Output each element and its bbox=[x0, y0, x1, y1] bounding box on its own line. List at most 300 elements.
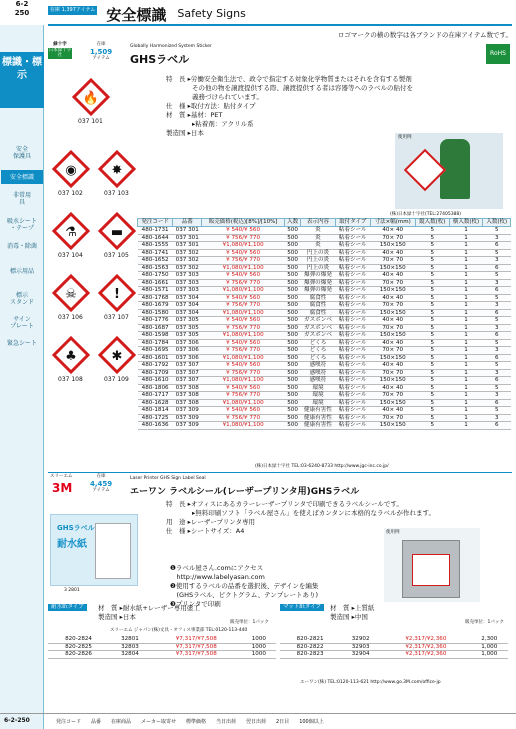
table-cell: どくろ bbox=[301, 347, 336, 355]
table-row[interactable] bbox=[138, 227, 511, 235]
table-cell: 腐食性 bbox=[301, 309, 336, 317]
table-row[interactable] bbox=[48, 651, 276, 659]
table-cell: 037 304 bbox=[173, 302, 202, 310]
sidebar-item[interactable]: 安全標識 bbox=[1, 170, 43, 184]
table-row[interactable] bbox=[138, 332, 511, 340]
maker-left: スリーエム ジャパン(株)文具・オフィス事業部 TEL:0120-113-440 bbox=[110, 628, 248, 633]
table-cell: 1 bbox=[449, 399, 483, 407]
table-cell: どくろ bbox=[301, 339, 336, 347]
table-cell: 5 bbox=[415, 384, 449, 392]
legend-item: 標準価格 bbox=[185, 719, 206, 725]
pictogram-code: 037 109 bbox=[104, 376, 129, 383]
table-cell: 037 304 bbox=[173, 294, 202, 302]
table-row[interactable] bbox=[138, 414, 511, 422]
table-cell: 037 303 bbox=[173, 272, 202, 280]
svg-text:🔥: 🔥 bbox=[82, 91, 100, 106]
table-cell: 粘着シール bbox=[335, 422, 370, 430]
column-header: 縦入数(枚) bbox=[415, 219, 449, 227]
table-row[interactable] bbox=[138, 272, 511, 280]
table-cell: 粘着シール bbox=[335, 309, 370, 317]
table-cell: 1 bbox=[449, 347, 483, 355]
table-cell: 1 bbox=[449, 384, 483, 392]
table-row[interactable] bbox=[138, 294, 511, 302]
stock-count: 在庫 1,509 アイテム bbox=[90, 42, 113, 61]
sidebar-item[interactable]: 消毒・除菌 bbox=[6, 243, 37, 250]
rohs-badge: RoHS bbox=[486, 44, 510, 64]
table-cell: 1000 bbox=[242, 636, 276, 643]
table-cell: 5 bbox=[483, 362, 511, 370]
product-code: 3 2801 bbox=[64, 588, 80, 593]
table-cell: 480-1580 bbox=[138, 309, 173, 317]
table-cell: 32904 bbox=[340, 651, 381, 659]
table-cell: 150×150 bbox=[370, 242, 415, 250]
table-row[interactable] bbox=[138, 264, 511, 272]
table-cell: ¥ 540/¥ 560 bbox=[202, 407, 285, 415]
pictogram-code: 037 101 bbox=[78, 118, 103, 125]
pictogram-code: 037 108 bbox=[58, 376, 83, 383]
table-row[interactable] bbox=[138, 324, 511, 332]
sidebar-item[interactable]: 標示 スタンド bbox=[9, 292, 34, 306]
table-cell: 40× 40 bbox=[370, 407, 415, 415]
pictogram-code: 037 103 bbox=[104, 190, 129, 197]
table-cell: 480-1741 bbox=[138, 249, 173, 257]
table-cell: 500 bbox=[284, 384, 300, 392]
table-cell: 粘着シール bbox=[335, 302, 370, 310]
column-header: 品番 bbox=[173, 219, 202, 227]
table-cell: 5 bbox=[483, 407, 511, 415]
svg-text:✸: ✸ bbox=[111, 163, 123, 178]
table-row[interactable] bbox=[138, 377, 511, 385]
table-row[interactable] bbox=[138, 354, 511, 362]
table-cell: ¥1,080/¥1,100 bbox=[202, 287, 285, 295]
table-cell: 480-1679 bbox=[138, 302, 173, 310]
table-cell: 500 bbox=[284, 279, 300, 287]
table-cell: 32804 bbox=[109, 651, 151, 659]
table-cell: 037 301 bbox=[173, 227, 202, 235]
ghs-pictogram-cylinder-icon bbox=[98, 212, 136, 250]
table-cell: 70× 70 bbox=[370, 392, 415, 400]
page-footer: 6-2-250 発注コード 品番 在庫商品 メーカー取寄せ 標準価格 当日出荷 翌日出荷 2日目 100個以上 bbox=[0, 713, 516, 729]
stock-badge: 在庫 1,397アイテム bbox=[50, 7, 96, 13]
table-row[interactable] bbox=[138, 279, 511, 287]
table-cell: 480-1601 bbox=[138, 354, 173, 362]
table-row[interactable] bbox=[138, 317, 511, 325]
table-cell: 粘着シール bbox=[335, 347, 370, 355]
table-cell: 820-2822 bbox=[280, 643, 340, 651]
table-cell: 480-1731 bbox=[138, 227, 173, 235]
table-cell: 40× 40 bbox=[370, 249, 415, 257]
table-cell: ¥7,317/¥7,508 bbox=[151, 643, 242, 651]
table-cell: 粘着シール bbox=[335, 234, 370, 242]
table-cell: 粘着シール bbox=[335, 354, 370, 362]
table-cell: 037 305 bbox=[173, 317, 202, 325]
header-note: ロゴマークの横の数字は各ブランドの在庫アイテム数です。 bbox=[337, 31, 512, 39]
table-cell: ¥2,317/¥2,360 bbox=[381, 643, 470, 651]
table-cell: 粘着シール bbox=[335, 227, 370, 235]
legend-item: 100個以上 bbox=[299, 719, 324, 725]
table-cell: 480-1695 bbox=[138, 347, 173, 355]
table-cell: 1 bbox=[449, 392, 483, 400]
table-footer: (株)日本緑十字社 TEL:03-6240-8733 http://www.jgc-inc.co.jp/ bbox=[255, 464, 389, 469]
table-cell: 3 bbox=[483, 302, 511, 310]
table-cell: 480-1571 bbox=[138, 287, 173, 295]
table-cell: 70× 70 bbox=[370, 257, 415, 265]
spec-right: 材 質 ▸上質紙 製造国 ▸中国 bbox=[330, 604, 375, 621]
table-cell: 炎 bbox=[301, 234, 336, 242]
howto-steps: ❶ラベル屋さん.comにアクセス http://www.labelyasan.com ❷使用するラベルの品番を選択後、デザインを編集 (GHSラベル、ピクトグラム、テンプレートあり) ❸プリンタで印刷 bbox=[170, 564, 319, 608]
table-cell: 5 bbox=[415, 287, 449, 295]
brand-logo: 緑十字 日本緑十字社 bbox=[48, 42, 72, 58]
table-cell: 480-1628 bbox=[138, 399, 173, 407]
table-cell: 粘着シール bbox=[335, 264, 370, 272]
table-row[interactable] bbox=[138, 422, 511, 430]
table-cell: 1 bbox=[449, 324, 483, 332]
table-row[interactable] bbox=[280, 643, 508, 651]
brand-logo-3m: 3M bbox=[52, 481, 73, 495]
table-cell: 70× 70 bbox=[370, 414, 415, 422]
table-cell: 500 bbox=[284, 339, 300, 347]
table-cell: 粘着シール bbox=[335, 249, 370, 257]
ghs-pictogram-health-icon bbox=[98, 336, 136, 374]
sidebar-item[interactable]: 吸水シート ・テープ bbox=[6, 218, 37, 232]
table-cell: 480-1555 bbox=[138, 242, 173, 250]
maker-note: (株)日本緑十字社(TEL:27405388) bbox=[390, 212, 462, 217]
type-band-right: マット紙タイプ bbox=[280, 604, 324, 611]
table-cell: ¥1,080/¥1,100 bbox=[202, 309, 285, 317]
table-cell: 1 bbox=[449, 227, 483, 235]
table-cell: 40× 40 bbox=[370, 339, 415, 347]
table-cell: 70× 70 bbox=[370, 302, 415, 310]
table-cell: 150×150 bbox=[370, 399, 415, 407]
table-cell: 5 bbox=[483, 339, 511, 347]
table-cell: ガスボンベ bbox=[301, 324, 336, 332]
table-cell: 6 bbox=[483, 287, 511, 295]
pictogram-code: 037 106 bbox=[58, 314, 83, 321]
table-cell: 5 bbox=[415, 272, 449, 280]
ghs-table bbox=[137, 218, 511, 430]
table-cell: 1 bbox=[449, 407, 483, 415]
table-cell: 5 bbox=[415, 264, 449, 272]
table-cell: 円上の炎 bbox=[301, 264, 336, 272]
table-cell: ¥ 540/¥ 560 bbox=[202, 339, 285, 347]
table-cell: ¥ 756/¥ 770 bbox=[202, 257, 285, 265]
table-cell: 粘着シール bbox=[335, 369, 370, 377]
table-cell: 500 bbox=[284, 324, 300, 332]
table-cell: 1,000 bbox=[471, 651, 508, 659]
table-cell: 40× 40 bbox=[370, 272, 415, 280]
sidebar-item[interactable]: サイン プレート bbox=[10, 316, 34, 330]
table-cell: 40× 40 bbox=[370, 294, 415, 302]
legend-item: 翌日出荷 bbox=[245, 719, 266, 725]
table-cell: 1 bbox=[449, 369, 483, 377]
table-cell: ¥1,080/¥1,100 bbox=[202, 242, 285, 250]
table-cell: 480-1610 bbox=[138, 377, 173, 385]
table-cell: 480-1652 bbox=[138, 257, 173, 265]
table-cell: 500 bbox=[284, 272, 300, 280]
table-cell: 粘着シール bbox=[335, 287, 370, 295]
order-table-right bbox=[280, 636, 508, 659]
table-cell: 1 bbox=[449, 249, 483, 257]
table-cell: 40× 40 bbox=[370, 227, 415, 235]
table-cell: 1 bbox=[449, 234, 483, 242]
column-header: 寸法×幅(mm) bbox=[370, 219, 415, 227]
table-row[interactable] bbox=[138, 384, 511, 392]
column-header: 発注コード bbox=[138, 219, 173, 227]
section-subtitle: Globally Harmonized System Sticker bbox=[130, 44, 212, 49]
table-row[interactable] bbox=[138, 362, 511, 370]
table-cell: 5 bbox=[415, 294, 449, 302]
table-cell: 820-2825 bbox=[48, 643, 109, 651]
table-cell: 1 bbox=[449, 294, 483, 302]
table-cell: 5 bbox=[415, 392, 449, 400]
table-row[interactable] bbox=[138, 369, 511, 377]
table-row[interactable] bbox=[48, 636, 276, 643]
column-header: 入数 bbox=[284, 219, 300, 227]
table-cell: 6 bbox=[483, 354, 511, 362]
table-row[interactable] bbox=[48, 643, 276, 651]
table-cell: 037 308 bbox=[173, 392, 202, 400]
table-cell: 480-1776 bbox=[138, 317, 173, 325]
table-cell: 健康有害性 bbox=[301, 407, 336, 415]
table-cell: 500 bbox=[284, 234, 300, 242]
table-cell: ¥1,080/¥1,100 bbox=[202, 264, 285, 272]
table-cell: 環境 bbox=[301, 399, 336, 407]
table-cell: 037 303 bbox=[173, 279, 202, 287]
table-cell: 1 bbox=[449, 339, 483, 347]
table-cell: 32902 bbox=[340, 636, 381, 643]
table-cell: 820-2824 bbox=[48, 636, 109, 643]
table-row[interactable] bbox=[138, 309, 511, 317]
table-cell: 037 305 bbox=[173, 332, 202, 340]
table-cell: 粘着シール bbox=[335, 339, 370, 347]
features: 特 長 ▸労働安全衛生法で、政令で指定する対象化学物質またはそれを含有する製剤 その他の物を譲渡提供する際、譲渡提供する者は容器等へのラベルの貼付を 義務づけられています。 仕 様 ▸取付方法：貼付タイプ 材 質 ▸基材：PET ▸粘着剤：アクリル系 製造国 ▸日本 bbox=[166, 75, 413, 137]
table-cell: 環境 bbox=[301, 384, 336, 392]
table-cell: 480-1717 bbox=[138, 392, 173, 400]
sidebar-item[interactable]: 非常用 具 bbox=[12, 192, 31, 206]
table-row[interactable] bbox=[138, 249, 511, 257]
table-cell: 粘着シール bbox=[335, 392, 370, 400]
ghs-pictogram-explode-icon bbox=[98, 150, 136, 188]
table-cell: 粘着シール bbox=[335, 399, 370, 407]
table-cell: ¥1,080/¥1,100 bbox=[202, 377, 285, 385]
svg-text:▬: ▬ bbox=[110, 225, 124, 240]
table-cell: 500 bbox=[284, 287, 300, 295]
table-cell: 1 bbox=[449, 377, 483, 385]
table-cell: 5 bbox=[415, 414, 449, 422]
table-cell: 5 bbox=[415, 422, 449, 430]
table-cell: 腐食性 bbox=[301, 294, 336, 302]
table-cell: 037 308 bbox=[173, 384, 202, 392]
ghs-pictogram-skull-icon bbox=[52, 274, 90, 312]
table-cell: 500 bbox=[284, 249, 300, 257]
usage-photo: 使用例 bbox=[395, 133, 503, 209]
table-cell: どくろ bbox=[301, 354, 336, 362]
table-cell: ¥ 756/¥ 770 bbox=[202, 392, 285, 400]
table-cell: 480-1792 bbox=[138, 362, 173, 370]
table-cell: ガスボンベ bbox=[301, 317, 336, 325]
table-cell: 70× 70 bbox=[370, 234, 415, 242]
svg-text:♣: ♣ bbox=[65, 349, 77, 364]
table-cell: 70× 70 bbox=[370, 347, 415, 355]
table-cell: 480-1636 bbox=[138, 422, 173, 430]
legend-item: 在庫商品 bbox=[111, 719, 132, 725]
table-cell: 3 bbox=[483, 257, 511, 265]
section-divider bbox=[48, 472, 512, 473]
table-cell: 粘着シール bbox=[335, 242, 370, 250]
table-cell: 150×150 bbox=[370, 354, 415, 362]
table-cell: 150×150 bbox=[370, 377, 415, 385]
table-cell: 5 bbox=[483, 294, 511, 302]
table-row[interactable] bbox=[138, 392, 511, 400]
table-cell: 037 307 bbox=[173, 362, 202, 370]
table-cell: 3 bbox=[483, 392, 511, 400]
table-cell: 5 bbox=[415, 362, 449, 370]
table-cell: 粘着シール bbox=[335, 272, 370, 280]
table-cell: 5 bbox=[483, 227, 511, 235]
table-row[interactable] bbox=[280, 651, 508, 659]
table-cell: 粘着シール bbox=[335, 279, 370, 287]
table-cell: 500 bbox=[284, 332, 300, 340]
table-cell: 健康有害性 bbox=[301, 414, 336, 422]
table-cell: ¥7,317/¥7,508 bbox=[151, 636, 242, 643]
table-row[interactable] bbox=[138, 242, 511, 250]
table-cell: 1,000 bbox=[471, 643, 508, 651]
pictogram-code: 037 107 bbox=[104, 314, 129, 321]
table-cell: 5 bbox=[415, 257, 449, 265]
table-cell: ¥ 756/¥ 770 bbox=[202, 347, 285, 355]
table-cell: 3 bbox=[483, 414, 511, 422]
table-cell: 500 bbox=[284, 422, 300, 430]
table-cell: 粘着シール bbox=[335, 257, 370, 265]
table-cell: 6 bbox=[483, 422, 511, 430]
table-cell: ¥ 756/¥ 770 bbox=[202, 414, 285, 422]
table-cell: 5 bbox=[483, 249, 511, 257]
table-cell: 3 bbox=[483, 279, 511, 287]
table-cell: 感嘆符 bbox=[301, 377, 336, 385]
product-pack: GHSラベル 耐水紙 bbox=[50, 514, 138, 586]
table-cell: ¥2,317/¥2,360 bbox=[381, 651, 470, 659]
table-cell: 500 bbox=[284, 362, 300, 370]
table-cell: 150×150 bbox=[370, 422, 415, 430]
table-row[interactable] bbox=[138, 287, 511, 295]
table-cell: 爆弾の爆発 bbox=[301, 279, 336, 287]
table-cell: 1 bbox=[449, 332, 483, 340]
table-cell: 500 bbox=[284, 264, 300, 272]
ghs-pictogram-corrode-icon bbox=[52, 212, 90, 250]
table-cell: 480-1709 bbox=[138, 369, 173, 377]
svg-text:☠: ☠ bbox=[65, 287, 77, 302]
pictogram-code: 037 105 bbox=[104, 252, 129, 259]
table-cell: 500 bbox=[284, 257, 300, 265]
table-cell: 500 bbox=[284, 399, 300, 407]
table-cell: 健康有害性 bbox=[301, 422, 336, 430]
table-cell: 2,300 bbox=[471, 636, 508, 643]
table-cell: 500 bbox=[284, 227, 300, 235]
table-cell: 1 bbox=[449, 354, 483, 362]
table-cell: ¥ 756/¥ 770 bbox=[202, 324, 285, 332]
table-cell: 1000 bbox=[242, 643, 276, 651]
svg-text:⚗: ⚗ bbox=[65, 225, 77, 240]
page-tab: 6-2 250 bbox=[0, 0, 44, 25]
table-cell: 32803 bbox=[109, 643, 151, 651]
table-row[interactable] bbox=[138, 407, 511, 415]
ghs-pictogram-flameover-icon bbox=[52, 150, 90, 188]
table-cell: ¥ 540/¥ 560 bbox=[202, 362, 285, 370]
table-cell: 1 bbox=[449, 264, 483, 272]
table-cell: 5 bbox=[415, 234, 449, 242]
table-cell: 480-1644 bbox=[138, 234, 173, 242]
table-cell: 5 bbox=[415, 377, 449, 385]
legend-item: メーカー取寄せ bbox=[141, 719, 176, 725]
table-row[interactable] bbox=[138, 257, 511, 265]
pictogram-code: 037 104 bbox=[58, 252, 83, 259]
table-row[interactable] bbox=[138, 399, 511, 407]
table-cell: ¥ 540/¥ 560 bbox=[202, 317, 285, 325]
column-header: 表示内容 bbox=[301, 219, 336, 227]
table-cell: 70× 70 bbox=[370, 369, 415, 377]
sidebar-item[interactable]: 標示用品 bbox=[9, 268, 34, 275]
table-cell: ¥1,080/¥1,100 bbox=[202, 354, 285, 362]
table-cell: 480-1687 bbox=[138, 324, 173, 332]
table-cell: ガスボンベ bbox=[301, 332, 336, 340]
page-title: 安全標識 bbox=[106, 6, 167, 24]
svg-text:◉: ◉ bbox=[65, 163, 77, 178]
table-cell: ¥ 756/¥ 770 bbox=[202, 302, 285, 310]
table-cell: ¥7,317/¥7,508 bbox=[151, 651, 242, 659]
table-cell: 1 bbox=[449, 287, 483, 295]
table-cell: 037 301 bbox=[173, 242, 202, 250]
table-row[interactable] bbox=[280, 636, 508, 643]
table-cell: 037 304 bbox=[173, 309, 202, 317]
maker-right: エーワン(株) TEL:0120-113-621 http://www.go.3M.com/office-jp bbox=[300, 680, 441, 685]
table-row[interactable] bbox=[138, 347, 511, 355]
table-cell: 3 bbox=[483, 369, 511, 377]
category-label[interactable]: 標識・標示 bbox=[0, 52, 44, 108]
table-cell: 5 bbox=[483, 272, 511, 280]
legend-item: 2日目 bbox=[276, 719, 290, 725]
legend-item: 品番 bbox=[91, 719, 102, 725]
table-cell: 480-1806 bbox=[138, 384, 173, 392]
table-cell: 感嘆符 bbox=[301, 362, 336, 370]
table-cell: 5 bbox=[415, 339, 449, 347]
table-cell: ¥1,080/¥1,100 bbox=[202, 399, 285, 407]
table-cell: 5 bbox=[415, 317, 449, 325]
table-row[interactable] bbox=[138, 339, 511, 347]
table-cell: 480-1725 bbox=[138, 414, 173, 422]
table-cell: 5 bbox=[415, 399, 449, 407]
table-cell: 炎 bbox=[301, 242, 336, 250]
table-row[interactable] bbox=[138, 234, 511, 242]
table-cell: 40× 40 bbox=[370, 362, 415, 370]
unit-left: 販売単位：1パック bbox=[230, 620, 269, 625]
table-cell: 1 bbox=[449, 272, 483, 280]
sidebar-item[interactable]: 緊急シート bbox=[6, 340, 37, 347]
ghs-pictogram-flame-icon bbox=[72, 78, 110, 116]
table-cell: 037 309 bbox=[173, 414, 202, 422]
table-cell: 1 bbox=[449, 279, 483, 287]
table-cell: 037 302 bbox=[173, 264, 202, 272]
table-cell: 150×150 bbox=[370, 264, 415, 272]
table-cell: 70× 70 bbox=[370, 279, 415, 287]
sidebar-item[interactable]: 安全 保護具 bbox=[12, 146, 31, 160]
table-cell: 3 bbox=[483, 234, 511, 242]
table-cell: 480-1784 bbox=[138, 339, 173, 347]
table-row[interactable] bbox=[138, 302, 511, 310]
table-cell: 037 306 bbox=[173, 347, 202, 355]
table-cell: 40× 40 bbox=[370, 384, 415, 392]
table-cell: 炎 bbox=[301, 227, 336, 235]
category-sidebar bbox=[0, 0, 44, 729]
